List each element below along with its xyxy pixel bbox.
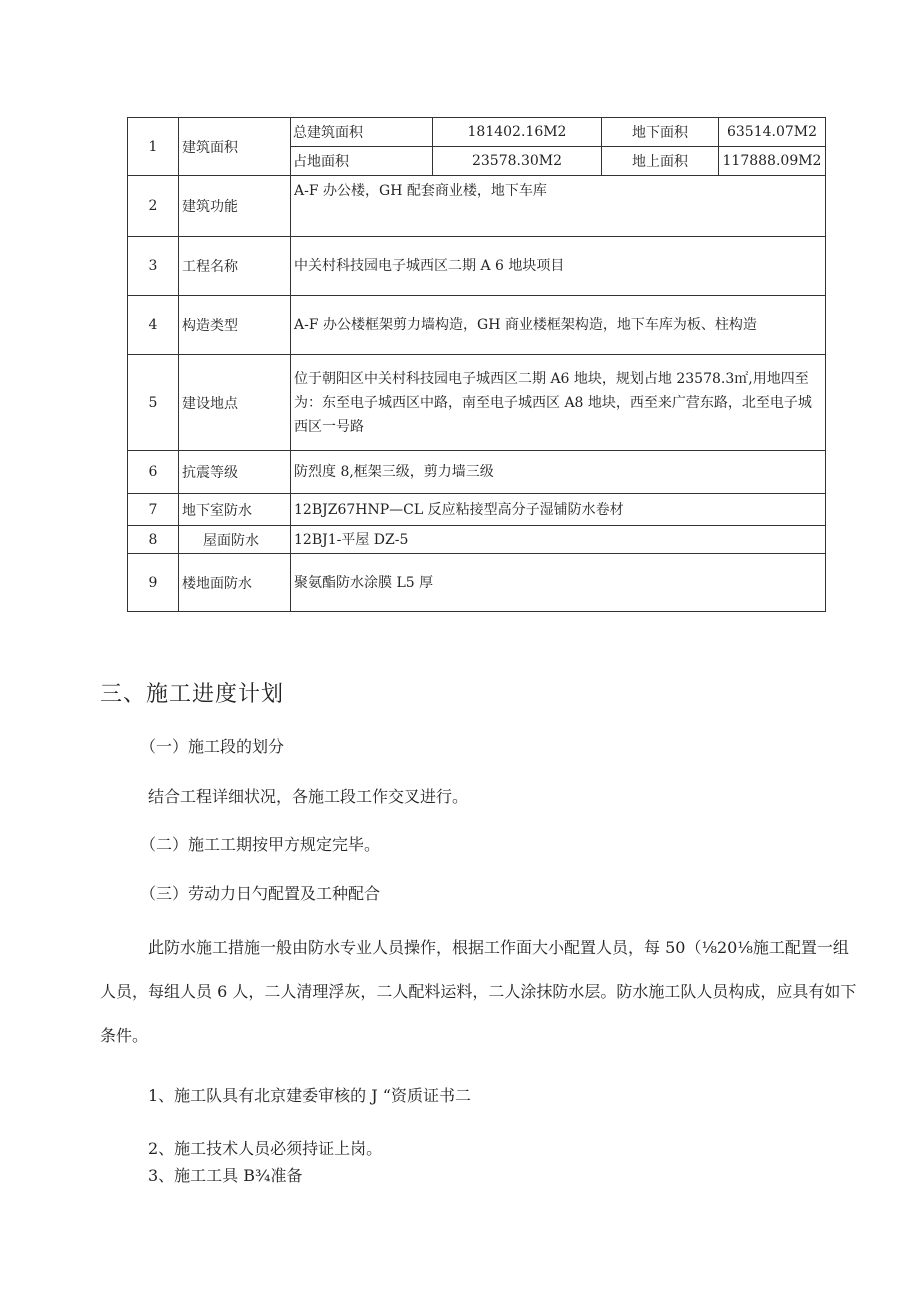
section-heading: 三、施工进度计划 <box>100 682 285 707</box>
row-value: 中关村科技园电子城西区二期 A 6 地块项目 <box>291 237 826 296</box>
subsection-3-title: （三）劳动力日勺配置及工种配合 <box>140 884 381 903</box>
row-label: 屋面防水 <box>179 526 291 554</box>
row-label: 抗震等级 <box>179 451 291 494</box>
row-number: 8 <box>128 526 179 554</box>
row-value: A-F 办公楼，GH 配套商业楼，地下车库 <box>291 176 826 237</box>
row-label: 建筑面积 <box>179 118 291 176</box>
row-number: 2 <box>128 176 179 237</box>
list-item-3: 3、施工工具 B¾准备 <box>148 1166 303 1185</box>
row-value: 12BJZ67HNP—CL 反应粘接型高分子湿铺防水卷材 <box>291 494 826 526</box>
table-row <box>128 526 826 554</box>
row-label: 楼地面防水 <box>179 554 291 612</box>
list-item-1: 1、施工队具有北京建委审核的 J “资质证书二 <box>148 1086 471 1105</box>
row-number: 9 <box>128 554 179 612</box>
cell-underground-area-value: 63514.07M2 <box>719 118 826 147</box>
cell-total-area-label: 总建筑面积 <box>291 118 433 147</box>
subsection-1-text: 结合工程详细状况，各施工段工作交叉进行。 <box>148 787 469 806</box>
row-label: 地下室防水 <box>179 494 291 526</box>
row-label: 工程名称 <box>179 237 291 296</box>
cell-site-area-label: 占地面积 <box>291 147 433 176</box>
subsection-1-title: （一）施工段的划分 <box>140 737 285 756</box>
row-value: A-F 办公楼框架剪力墙构造，GH 商业楼框架构造，地下车库为板、柱构造 <box>291 296 826 355</box>
table-row <box>128 237 826 296</box>
row-label: 建设地点 <box>179 355 291 451</box>
row-label: 构造类型 <box>179 296 291 355</box>
row-number: 7 <box>128 494 179 526</box>
row-number: 1 <box>128 118 179 176</box>
row-number: 5 <box>128 355 179 451</box>
cell-total-area-value: 181402.16M2 <box>433 118 602 147</box>
row-number: 3 <box>128 237 179 296</box>
row-label: 建筑功能 <box>179 176 291 237</box>
table-row <box>128 494 826 526</box>
cell-underground-area-label: 地下面积 <box>602 118 719 147</box>
table-row <box>128 176 826 237</box>
row-value: 聚氨酯防水涂膜 L5 厚 <box>291 554 826 612</box>
row-number: 4 <box>128 296 179 355</box>
body-paragraph: 此防水施工措施一般由防水专业人员操作，根据工作面大小配置人员，每 50（⅛20⅛施工配置一组人员，每组人员 6 人，二人清理浮灰，二人配料运料，二人涂抹防水层。防水施工队人员构成，应具有如下条件。 <box>100 938 857 1045</box>
cell-aboveground-area-value: 117888.09M2 <box>719 147 826 176</box>
list-item-2: 2、施工技术人员必须持证上岗。 <box>148 1139 383 1158</box>
cell-aboveground-area-label: 地上面积 <box>602 147 719 176</box>
table-row <box>128 355 826 451</box>
table-row <box>128 451 826 494</box>
row-value: 12BJ1-平屋 DZ-5 <box>291 526 826 554</box>
subsection-2-title: （二）施工工期按甲方规定完毕。 <box>140 835 381 854</box>
row-value: 位于朝阳区中关村科技园电子城西区二期 A6 地块，规划占地 23578.3㎡,用地四至为：东至电子城西区中路，南至电子城西区 A8 地块，西至来广营东路，北至电子城西区一号路 <box>291 355 826 451</box>
project-info-table <box>127 117 826 612</box>
row-value: 防烈度 8,框架三级，剪力墙三级 <box>291 451 826 494</box>
row-number: 6 <box>128 451 179 494</box>
table-row <box>128 554 826 612</box>
table-row <box>128 296 826 355</box>
table-row <box>128 118 826 147</box>
cell-site-area-value: 23578.30M2 <box>433 147 602 176</box>
